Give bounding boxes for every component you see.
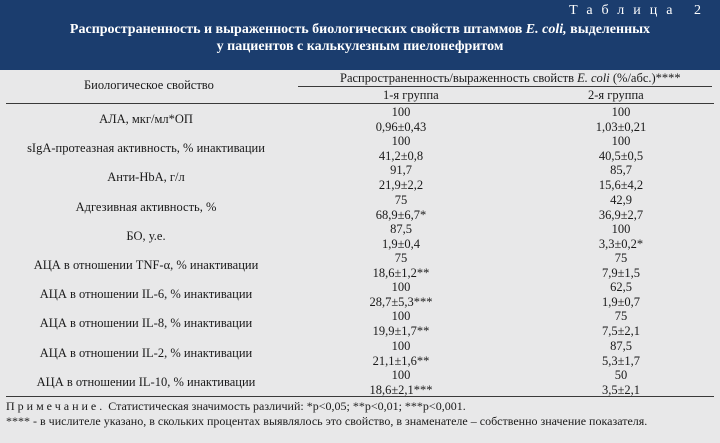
group2-value: 1,9±0,7 — [601, 295, 641, 310]
table-note — [6, 399, 466, 413]
column-header-group2: 2-я группа — [588, 88, 644, 102]
group2-value: 1,03±0,21 — [595, 120, 647, 134]
group2-percent: 100 — [611, 105, 631, 119]
header-bottom-rule — [6, 103, 714, 104]
group2-percent: 62,5 — [610, 280, 632, 295]
group1-value: 1,9±0,4 — [381, 236, 421, 251]
column-span-rule — [298, 86, 712, 87]
group2-percent: 50 — [614, 367, 628, 382]
group2-percent: 75 — [614, 309, 628, 324]
table-header-banner — [0, 0, 720, 70]
title-line2: у пациентов с калькулезным пиелонефритом — [216, 39, 504, 54]
title-species: E. coli, — [525, 22, 567, 37]
row-property: АЦА в отношении TNF-α, % инактивации — [33, 258, 259, 272]
group2-value: 5,3±1,7 — [601, 353, 641, 368]
column-header-span — [340, 71, 681, 86]
group2-value: 3,5±2,1 — [601, 382, 641, 397]
row-property: БО, у.е. — [126, 228, 166, 243]
title-line1-prefix: Распространенность и выраженность биологических свойств штаммов — [69, 22, 526, 37]
row-property: sIgA-протеазная активность, % инактивации — [27, 141, 265, 156]
group2-percent: 75 — [614, 251, 628, 265]
group2-percent: 85,7 — [610, 163, 632, 178]
table-bottom-rule — [6, 396, 714, 397]
group2-value: 36,9±2,7 — [598, 207, 644, 222]
group2-percent: 100 — [611, 221, 631, 236]
group1-percent: 100 — [391, 280, 411, 295]
group1-value: 0,96±0,43 — [375, 120, 427, 134]
group2-value: 7,9±1,5 — [601, 266, 641, 280]
title-line1-suffix: выделенных — [566, 22, 651, 37]
group1-percent: 100 — [391, 309, 411, 324]
group1-percent: 100 — [391, 134, 411, 149]
column-header-group1: 1-я группа — [383, 88, 439, 102]
group1-percent: 75 — [394, 251, 408, 265]
column-span-prefix: Распространенность/выраженность свойств — [340, 71, 578, 85]
group1-value: 68,9±6,7* — [375, 207, 427, 222]
group1-value: 18,6±1,2** — [372, 266, 430, 280]
column-span-species: E. coli — [577, 71, 610, 85]
row-property: АЦА в отношении IL-10, % инактивации — [36, 374, 256, 389]
group1-value: 18,6±2,1*** — [369, 382, 433, 397]
note-text: Статистическая значимость различий: *p<0,05; **p<0,01; ***p<0,001. — [105, 399, 466, 413]
group2-value: 40,5±0,5 — [598, 149, 644, 164]
row-property: АЛА, мкг/мл*ОП — [99, 112, 193, 126]
group2-percent: 87,5 — [610, 338, 632, 353]
group1-value: 41,2±0,8 — [378, 149, 424, 164]
table-footnote: **** - в числителе указано, в скольких процентах выявлялось это свойство, в знаменателе – собственно значение показателя. — [6, 414, 648, 428]
column-header-property: Биологическое свойство — [84, 78, 214, 92]
table-number-label: Таблица 2 — [569, 3, 710, 18]
group2-value: 7,5±2,1 — [601, 324, 641, 339]
group1-percent: 75 — [394, 192, 408, 207]
row-property: Анти-HbA, г/л — [107, 170, 185, 185]
group2-percent: 100 — [611, 134, 631, 149]
group2-percent: 42,9 — [610, 192, 632, 207]
row-property: АЦА в отношении IL-8, % инактивации — [39, 316, 253, 331]
group1-value: 21,9±2,2 — [378, 178, 424, 193]
group1-percent: 91,7 — [390, 163, 412, 178]
table-title — [0, 21, 720, 55]
note-label: Примечание. — [6, 399, 106, 413]
group1-percent: 100 — [391, 338, 411, 353]
group1-percent: 87,5 — [390, 221, 412, 236]
column-span-suffix: (%/абс.)**** — [609, 71, 681, 85]
group1-value: 21,1±1,6** — [372, 353, 430, 368]
row-property: АЦА в отношении IL-6, % инактивации — [39, 287, 253, 302]
group1-value: 19,9±1,7** — [372, 324, 430, 339]
row-property: Адгезивная активность, % — [75, 199, 217, 214]
group2-value: 3,3±0,2* — [598, 236, 644, 251]
row-property: АЦА в отношении IL-2, % инактивации — [39, 345, 253, 360]
group1-value: 28,7±5,3*** — [369, 295, 433, 310]
group1-percent: 100 — [391, 105, 411, 119]
group2-value: 15,6±4,2 — [598, 178, 644, 193]
group1-percent: 100 — [391, 367, 411, 382]
